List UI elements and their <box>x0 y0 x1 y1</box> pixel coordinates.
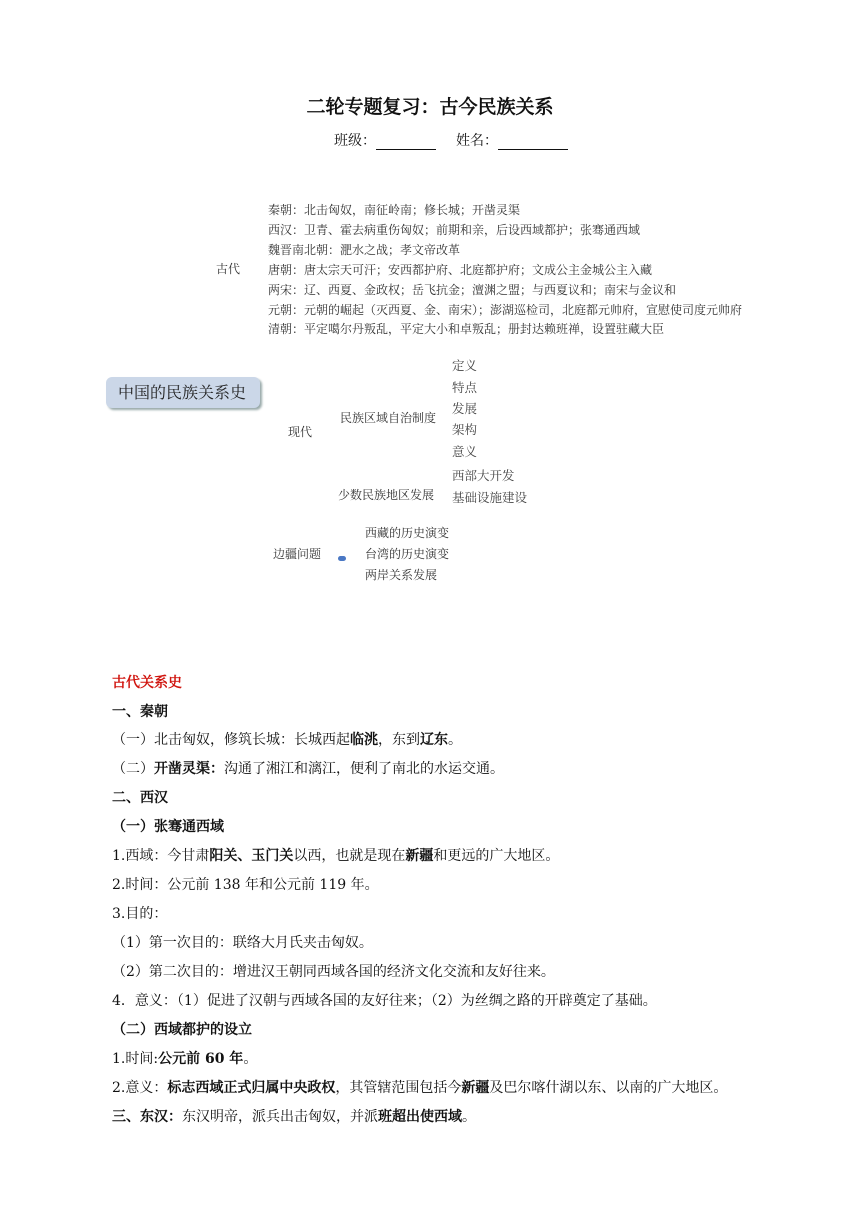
mindmap-root: 中国的民族关系史 <box>106 377 260 408</box>
subheading: （一）张骞通西域 <box>112 819 224 835</box>
connector-icon <box>338 556 346 561</box>
subheading: （二）西域都护的设立 <box>112 1022 252 1038</box>
paragraph <box>112 1077 727 1097</box>
keyword: 阳关、玉门关 <box>209 848 294 864</box>
ancient-item: 元朝：元朝的崛起（灭西夏、金、南宋）；澎湖巡检司，北庭都元帅府，宣慰使司度元帅府 <box>268 303 743 317</box>
name-label: 姓名： <box>456 133 498 149</box>
keyword: 公元前 60 年 <box>158 1051 244 1067</box>
keyword: 临洮 <box>350 732 378 748</box>
text: 及巴尔喀什湖以东、以南的广大地区。 <box>489 1080 728 1096</box>
section-title: 古代关系史 <box>112 675 182 691</box>
text: 以西，也就是现在 <box>293 848 406 864</box>
keyword: 开凿灵渠： <box>154 761 224 777</box>
mindmap-modern-label: 现代 <box>288 425 313 439</box>
ancient-item: 秦朝：北击匈奴，南征岭南；修长城；开凿灵渠 <box>268 203 521 217</box>
ancient-item: 西汉：卫青、霍去病重伤匈奴；前期和亲，后设西域都护；张骞通西域 <box>268 223 641 237</box>
name-class-line <box>334 130 568 150</box>
autonomy-item: 定义 <box>452 358 478 373</box>
ancient-item: 两宋：辽、西夏、金政权；岳飞抗金；澶渊之盟；与西夏议和；南宋与金议和 <box>268 283 677 297</box>
border-item: 台湾的历史演变 <box>365 547 450 561</box>
paragraph <box>112 845 559 865</box>
modern-branch-development: 少数民族地区发展 <box>338 488 435 502</box>
paragraph <box>112 1048 257 1068</box>
paragraph: 4．意义：（1）促进了汉朝与西域各国的友好往来；（2）为丝绸之路的开辟奠定了基础。 <box>112 993 657 1009</box>
class-blank <box>376 135 436 150</box>
keyword: 新疆 <box>461 1080 490 1096</box>
text: 。 <box>243 1051 258 1067</box>
text: 1.西域：今甘肃 <box>112 848 210 864</box>
text: 沟通了湘江和漓江，便利了南北的水运交通。 <box>224 761 504 777</box>
paragraph <box>112 758 504 778</box>
mindmap-ancient-label: 古代 <box>216 262 241 276</box>
text: 2.意义： <box>112 1080 168 1096</box>
text: ，东到 <box>378 732 420 748</box>
heading-western-han: 二、西汉 <box>112 790 168 806</box>
ancient-item: 唐朝：唐太宗天可汗；安西都护府、北庭都护府；文成公主金城公主入藏 <box>268 263 653 277</box>
mindmap-border-label: 边疆问题 <box>273 547 322 561</box>
name-blank <box>498 135 568 150</box>
text: 1.时间: <box>112 1051 159 1067</box>
border-item: 西藏的历史演变 <box>365 526 450 540</box>
ancient-item: 清朝：平定噶尔丹叛乱，平定大小和卓叛乱；册封达赖班禅，设置驻藏大臣 <box>268 322 665 336</box>
class-label: 班级： <box>334 133 376 149</box>
ancient-item: 魏晋南北朝：淝水之战；孝文帝改革 <box>268 243 461 257</box>
heading-qin: 一、秦朝 <box>112 704 168 720</box>
heading-eastern-han: 三、东汉： <box>112 1109 182 1125</box>
border-item: 两岸关系发展 <box>365 568 438 582</box>
text: （二） <box>112 761 154 777</box>
modern-branch-autonomy: 民族区域自治制度 <box>340 411 437 425</box>
paragraph: 3.目的： <box>112 906 168 922</box>
text: ，其管辖范围包括今 <box>335 1080 462 1096</box>
autonomy-item: 架构 <box>452 422 478 437</box>
paragraph <box>112 729 462 749</box>
autonomy-item: 特点 <box>452 380 478 395</box>
keyword: 辽东 <box>420 732 448 748</box>
autonomy-item: 意义 <box>452 444 478 459</box>
keyword: 标志西域正式归属中央政权 <box>167 1080 336 1096</box>
text: （一）北击匈奴，修筑长城：长城西起 <box>112 732 350 748</box>
development-item: 西部大开发 <box>452 468 515 483</box>
page-title: 二轮专题复习：古今民族关系 <box>306 96 554 118</box>
text: 。 <box>462 1109 476 1125</box>
development-item: 基础设施建设 <box>452 490 528 505</box>
keyword: 班超出使西域 <box>378 1109 462 1125</box>
autonomy-item: 发展 <box>452 401 478 416</box>
paragraph: （2）第二次目的：增进汉王朝同西域各国的经济文化交流和友好往来。 <box>112 964 555 980</box>
paragraph: 2.时间：公元前 138 年和公元前 119 年。 <box>112 877 379 893</box>
text: 东汉明帝，派兵出击匈奴，并派 <box>182 1109 378 1125</box>
paragraph: （1）第一次目的：联络大月氏夹击匈奴。 <box>112 935 373 951</box>
text: 。 <box>448 732 462 748</box>
keyword: 新疆 <box>405 848 434 864</box>
paragraph <box>112 1106 476 1126</box>
text: 和更远的广大地区。 <box>433 848 560 864</box>
